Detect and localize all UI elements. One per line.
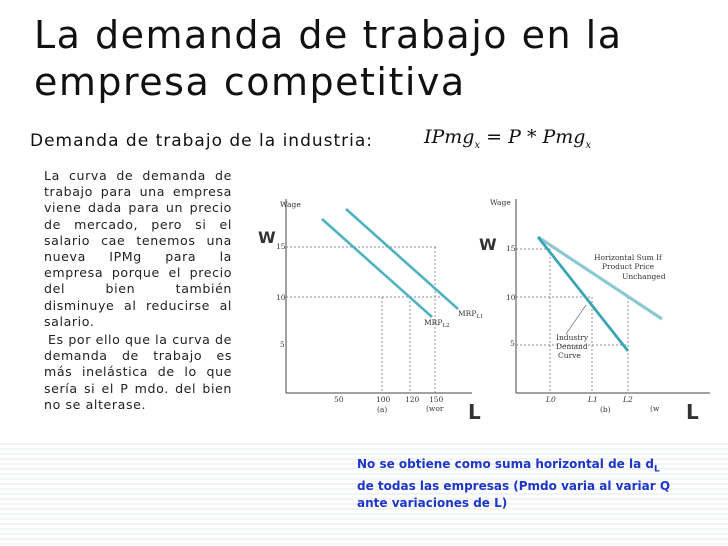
formula: [424, 126, 591, 151]
panel-b-x-tick-l0: L0: [546, 395, 556, 404]
body-text: [44, 168, 232, 415]
panel-a-y-top-label: Wage: [280, 200, 301, 209]
panel-b-horiz-sum-label-1: Horizontal Sum If: [594, 253, 662, 262]
panel-a-y-tick-10: 10: [276, 293, 286, 302]
note-line-1: No se obtiene como suma horizontal de la $d_L$: [357, 457, 660, 475]
panel-a-caption: (a): [377, 405, 388, 414]
panel-b-w-label: W: [479, 235, 497, 254]
panel-a-y-tick-5: 5: [280, 340, 285, 349]
panel-b-x-caption: (w: [650, 404, 660, 413]
panel-b-horiz-sum-label-3: Unchanged: [622, 272, 666, 281]
panel-b-industry-label-2: Demand: [556, 342, 588, 351]
note-line-2: de todas las empresas (Pmdo varia al variar Q: [357, 479, 671, 494]
panel-b-industry-label-3: Curve: [558, 351, 581, 360]
body-paragraph-2: Es por ello que la curva de demanda de trabajo es más inelástica de lo que sería si el P mdo. del bien no se alterase.: [44, 332, 233, 412]
formula-lhs: IPmg: [424, 126, 475, 148]
labor-demand-figure: [250, 185, 720, 425]
panel-b-y-tick-5: 5: [510, 339, 515, 348]
formula-lhs-sub: x: [474, 139, 481, 151]
panel-a: [258, 199, 484, 424]
panel-b-caption: (b): [600, 405, 611, 414]
panel-a-y-tick-15: 15: [276, 242, 286, 251]
panel-a-mrp-l1-line: [346, 209, 458, 309]
panel-b-y-top-label: Wage: [490, 198, 511, 207]
subtitle: Demanda de trabajo de la industria:: [30, 131, 374, 151]
note-text: [357, 456, 687, 512]
panel-b-l-label: L: [686, 400, 699, 424]
panel-a-x-tick-50: 50: [334, 395, 344, 404]
panel-a-mrp-l2-line: [322, 219, 432, 317]
note-line-3: ante variaciones de L): [357, 496, 508, 511]
panel-b-horiz-sum-label-2: Product Price: [602, 262, 655, 271]
page-title: La demanda de trabajo en la empresa competitiva: [34, 13, 623, 104]
panel-a-x-caption: (wor: [426, 404, 444, 413]
formula-eq: = P * Pmg: [486, 126, 586, 148]
panel-a-x-tick-100: 100: [376, 395, 391, 404]
panel-b-y-tick-15: 15: [506, 244, 516, 253]
panel-a-x-tick-150: 150: [429, 395, 444, 404]
panel-a-w-label: W: [258, 228, 276, 247]
panel-b-x-tick-l1: L1: [588, 395, 598, 404]
panel-b-y-tick-10: 10: [506, 293, 516, 302]
panel-a-x-tick-120: 120: [405, 395, 420, 404]
panel-b: [479, 198, 710, 424]
panel-a-mrp-l1-label: $MRP_{L1}$: [458, 309, 484, 320]
panel-b-industry-pointer: [566, 305, 586, 334]
panel-a-mrp-l2-label: $MRP_{L2}$: [424, 318, 450, 329]
panel-b-x-tick-l2: L2: [623, 395, 633, 404]
panel-a-l-label: L: [468, 400, 481, 424]
panel-b-industry-label-1: Industry: [556, 333, 589, 342]
formula-rhs-sub: x: [585, 139, 592, 151]
body-paragraph-1: La curva de demanda de trabajo para una empresa viene dada para un precio de mercado, pero si el salario cae tenemos una nueva IPMg para la empresa porque el precio del bien también disminuye al reducirse al salario.: [44, 168, 232, 329]
